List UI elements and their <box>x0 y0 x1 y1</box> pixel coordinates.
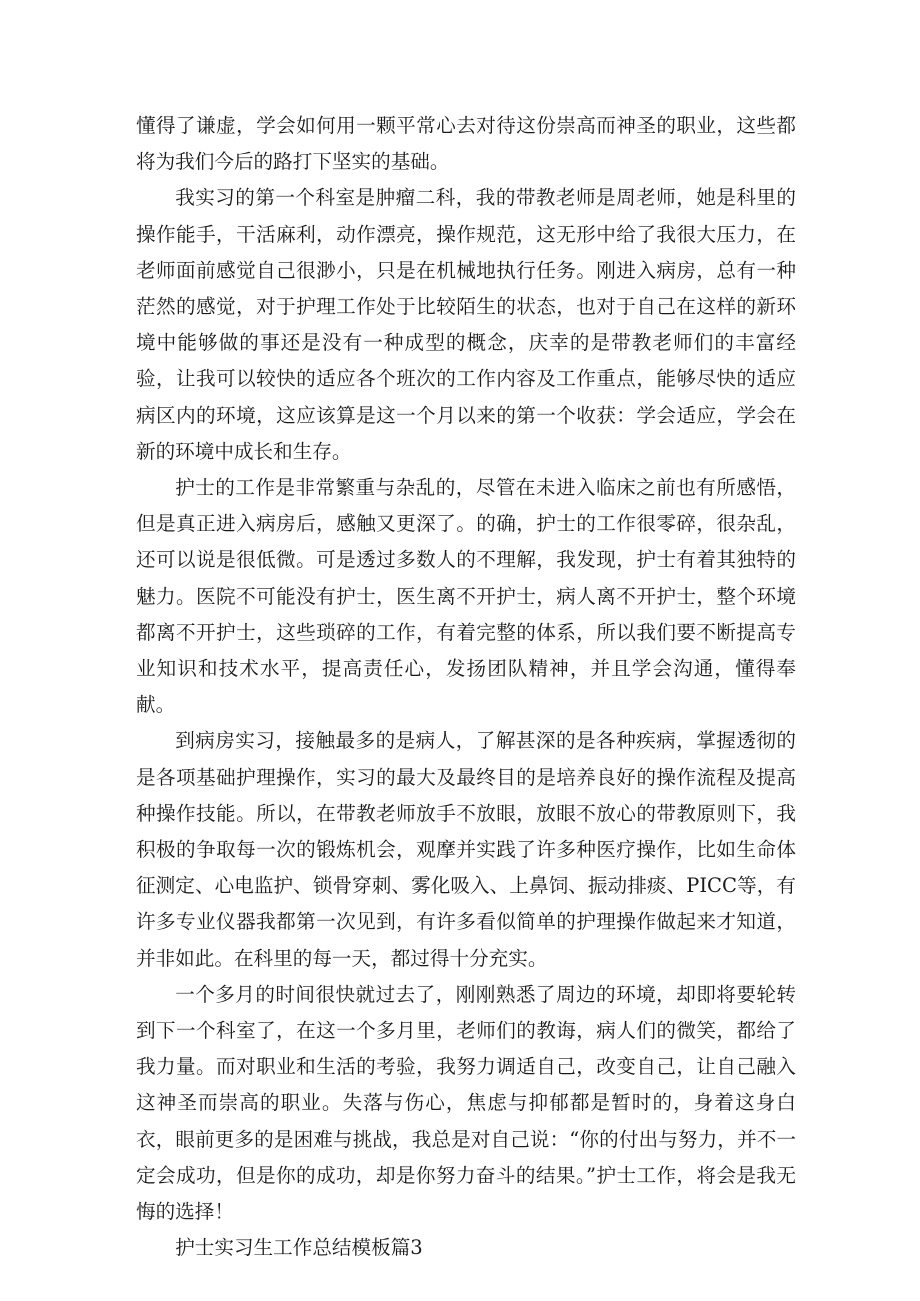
paragraph-1: 懂得了谦虚，学会如何用一颗平常心去对待这份崇高而神圣的职业，这些都将为我们今后的路打下坚实的基础。 <box>136 114 796 174</box>
paragraph-5: 一个多月的时间很快就过去了，刚刚熟悉了周边的环境，却即将要轮转到下一个科室了，在这一个多月里，老师们的教诲，病人们的微笑，都给了我力量。而对职业和生活的考验，我努力调适自己，改变自己，让自己融入这神圣而崇高的职业。失落与伤心，焦虑与抑郁都是暂时的，身着这身白衣，眼前更多的是困难与挑战，我总是对自己说：“你的付出与努力，并不一定会成功，但是你的成功，却是你努力奋斗的结果。”护士工作，将会是我无悔的选择！ <box>136 982 796 1224</box>
paragraph-4: 到病房实习，接触最多的是病人，了解甚深的是各种疾病，掌握透彻的是各项基础护理操作，实习的最大及最终目的是培养良好的操作流程及提高种操作技能。所以，在带教老师放手不放眼，放眼不放心的带教原则下，我积极的争取每一次的锻炼机会，观摩并实践了许多种医疗操作，比如生命体征测定、心电监护、锁骨穿刺、雾化吸入、上鼻饲、振动排痰、PICC等，有许多专业仪器我都第一次见到，有许多看似简单的护理操作做起来才知道，并非如此。在科里的每一天，都过得十分充实。 <box>136 729 796 970</box>
paragraph-3: 护士的工作是非常繁重与杂乱的，尽管在未进入临床之前也有所感悟，但是真正进入病房后，感触又更深了。的确，护士的工作很零碎，很杂乱，还可以说是很低微。可是透过多数人的不理解，我发现，护士有着其独特的魅力。医院不可能没有护士，医生离不开护士，病人离不开护士，整个环境都离不开护士，这些琐碎的工作，有着完整的体系，所以我们要不断提高专业知识和技术水平，提高责任心，发扬团队精神，并且学会沟通，懂得奉献。 <box>136 476 796 717</box>
section-heading: 护士实习生工作总结模板篇3 <box>175 1236 423 1260</box>
paragraph-2: 我实习的第一个科室是肿瘤二科，我的带教老师是周老师，她是科里的操作能手，干活麻利，动作漂亮，操作规范，这无形中给了我很大压力，在老师面前感觉自己很渺小，只是在机械地执行任务。刚进入病房，总有一种茫然的感觉，对于护理工作处于比较陌生的状态，也对于自己在这样的新环境中能够做的事还是没有一种成型的概念，庆幸的是带教老师们的丰富经验，让我可以较快的适应各个班次的工作内容及工作重点，能够尽快的适应病区内的环境，这应该算是这一个月以来的第一个收获：学会适应，学会在新的环境中成长和生存。 <box>136 186 796 463</box>
document-body <box>136 108 796 1267</box>
